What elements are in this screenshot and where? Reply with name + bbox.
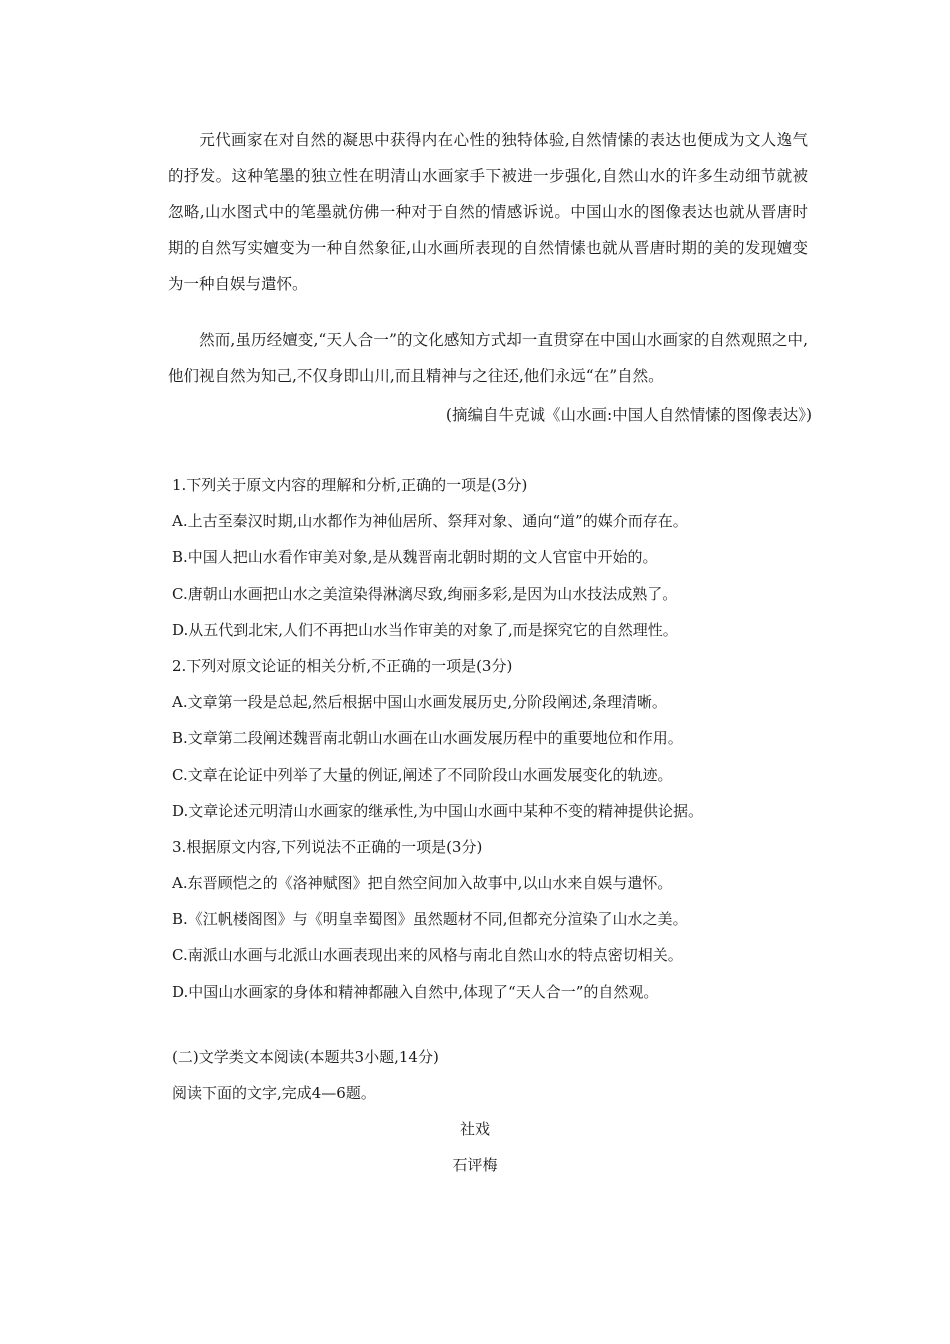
passage-paragraph-1 bbox=[168, 122, 808, 302]
section-instruction: 阅读下面的文字,完成4—6题。 bbox=[172, 1084, 376, 1103]
passage-source: (摘编自牛克诚《山水画:中国人自然情愫的图像表达》) bbox=[445, 406, 812, 424]
question-option: B.中国人把山水看作审美对象,是从魏晋南北朝时期的文人官宦中开始的。 bbox=[172, 548, 658, 567]
question-option: D.文章论述元明清山水画家的继承性,为中国山水画中某种不变的精神提供论据。 bbox=[172, 801, 704, 820]
question-3 bbox=[172, 829, 812, 1010]
question-option: C.文章在论证中列举了大量的例证,阐述了不同阶段山水画发展变化的轨迹。 bbox=[172, 765, 673, 784]
question-option: A.上古至秦汉时期,山水都作为神仙居所、祭拜对象、通向“道”的媒介而存在。 bbox=[172, 512, 688, 531]
question-option: D.从五代到北宋,人们不再把山水当作审美的对象了,而是探究它的自然理性。 bbox=[172, 620, 678, 639]
passage-paragraph-1-text: 元代画家在对自然的凝思中获得内在心性的独特体验,自然情愫的表达也便成为文人逸气的抒发。这种笔墨的独立性在明清山水画家手下被进一步强化,自然山水的许多生动细节就被忽略,山水图式中的笔墨就仿佛一种对于自然的情感诉说。中国山水的图像表达也就从晋唐时期的自然写实嬗变为一种自然象征,山水画所表现的自然情愫也就从晋唐时期的美的发现嬗变为一种自娱与遣怀。 bbox=[168, 131, 808, 293]
section-heading: (二)文学类文本阅读(本题共3小题,14分) bbox=[172, 1048, 439, 1066]
question-stem: 3.根据原文内容,下列说法不正确的一项是(3分) bbox=[172, 837, 483, 856]
question-stem: 2.下列对原文论证的相关分析,不正确的一项是(3分) bbox=[172, 656, 513, 675]
question-option: D.中国山水画家的身体和精神都融入自然中,体现了“天人合一”的自然观。 bbox=[172, 982, 659, 1001]
section-literary-reading bbox=[172, 1039, 812, 1111]
question-option: C.唐朝山水画把山水之美渲染得淋漓尽致,绚丽多彩,是因为山水技法成熟了。 bbox=[172, 584, 678, 603]
question-1 bbox=[172, 467, 812, 648]
question-option: A.东晋顾恺之的《洛神赋图》把自然空间加入故事中,以山水来自娱与遣怀。 bbox=[172, 874, 673, 893]
question-list bbox=[172, 467, 812, 1010]
passage-paragraph-2 bbox=[168, 322, 808, 394]
passage-paragraph-2-text: 然而,虽历经嬗变,“天人合一”的文化感知方式却一直贯穿在中国山水画家的自然观照之中,他们视自然为知己,不仅身即山川,而且精神与之往还,他们永远“在”自然。 bbox=[168, 331, 808, 385]
question-2 bbox=[172, 648, 812, 829]
question-option: B.《江帆楼阁图》与《明皇幸蜀图》虽然题材不同,但都充分渲染了山水之美。 bbox=[172, 910, 688, 929]
question-option: A.文章第一段是总起,然后根据中国山水画发展历史,分阶段阐述,条理清晰。 bbox=[172, 693, 667, 712]
question-option: B.文章第二段阐述魏晋南北朝山水画在山水画发展历程中的重要地位和作用。 bbox=[172, 729, 683, 748]
story-author: 石评梅 bbox=[452, 1156, 498, 1174]
question-option: C.南派山水画与北派山水画表现出来的风格与南北自然山水的特点密切相关。 bbox=[172, 946, 683, 965]
question-stem: 1.下列关于原文内容的理解和分析,正确的一项是(3分) bbox=[172, 476, 528, 494]
story-title: 社戏 bbox=[459, 1120, 490, 1138]
